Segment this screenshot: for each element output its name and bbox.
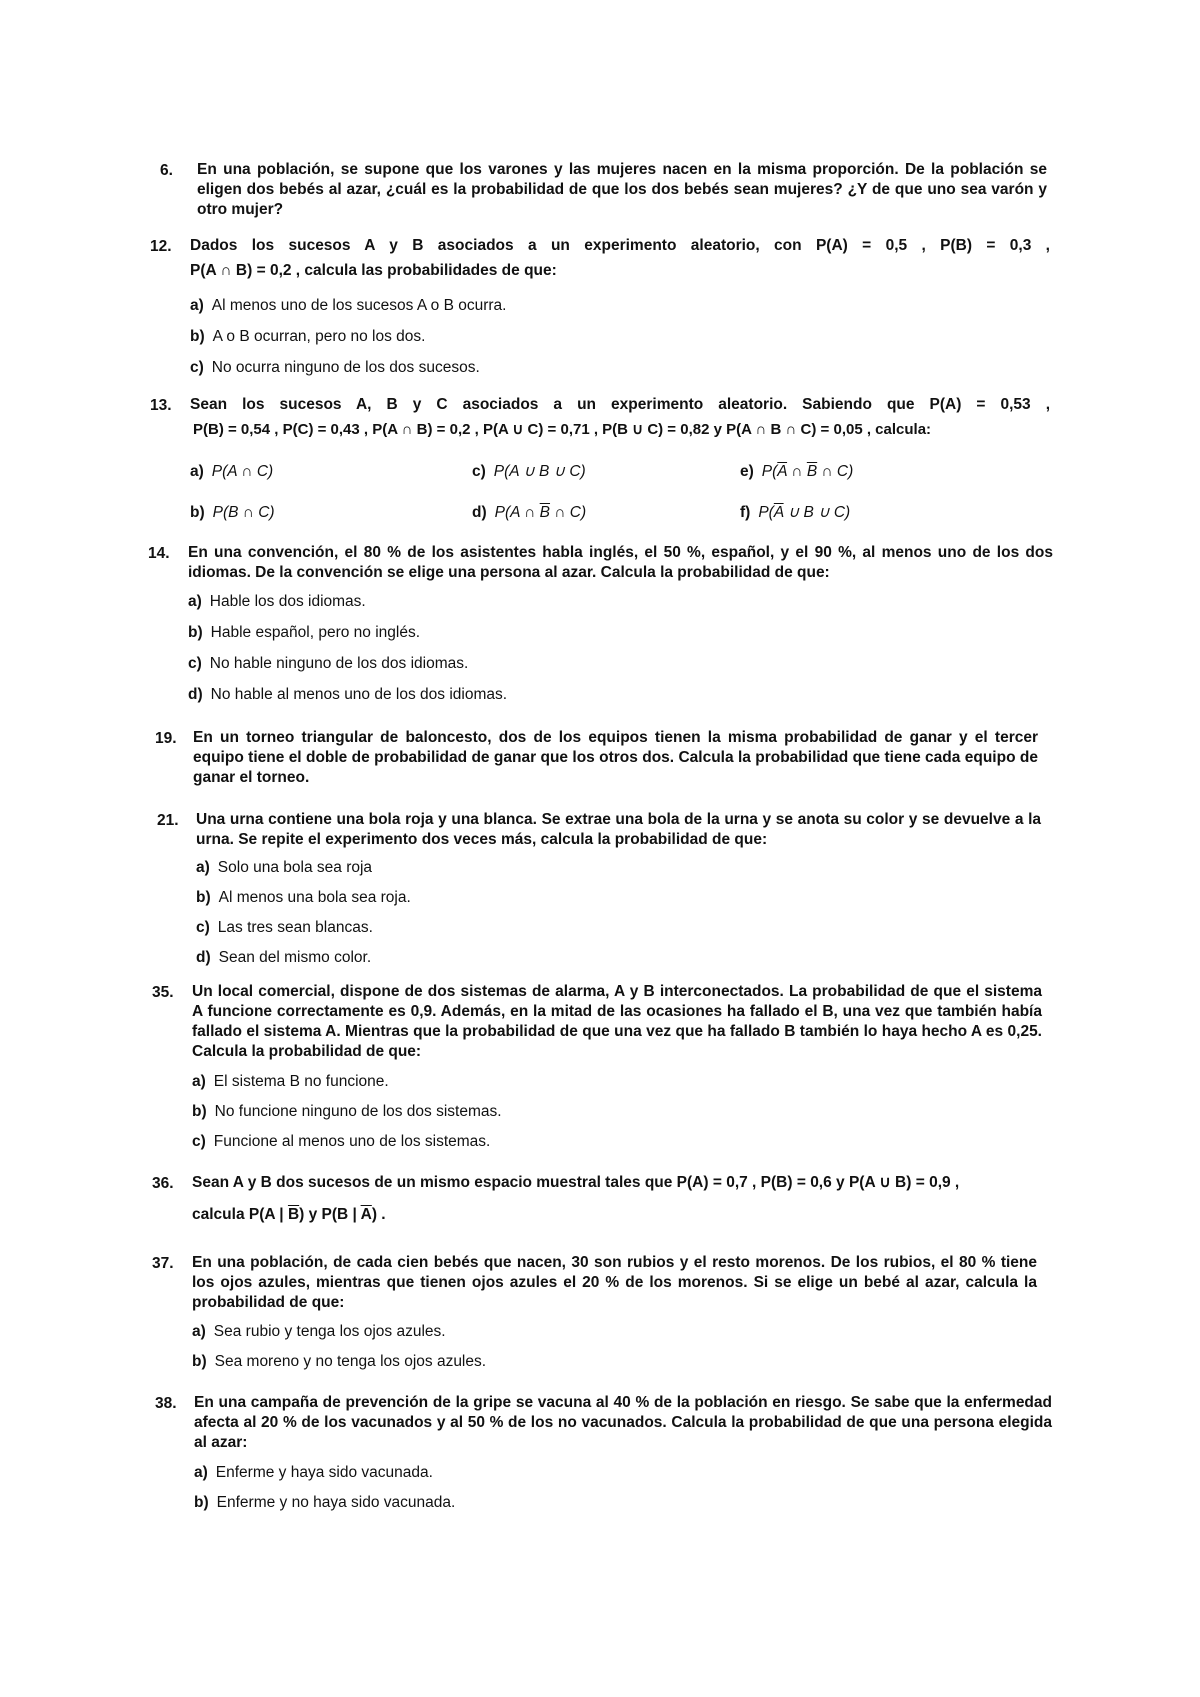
problem-number: 6. <box>160 162 173 179</box>
problem-statement: En una población, se supone que los varones y las mujeres nacen en la misma proporción. De la población se eligen dos bebés al azar, ¿cuál es la probabilidad de que los dos bebés sean mujeres? ¿Y de que uno sea varón y otro mujer? <box>197 161 1047 218</box>
list-item: c) P(A ∪ B ∪ C) <box>472 463 586 480</box>
list-item: c) Funcione al menos uno de los sistemas. <box>192 1133 491 1150</box>
list-item: a) Sea rubio y tenga los ojos azules. <box>192 1323 446 1340</box>
problem-statement: En una población, de cada cien bebés que nacen, 30 son rubios y el resto morenos. De los rubios, el 80 % tiene los ojos azules, mientras que tienen ojos azules el 20 % de los morenos. Si se elige un bebé al azar, calcula la probabilidad de que: <box>192 1254 1037 1311</box>
list-item: b) No funcione ninguno de los dos sistemas. <box>192 1103 502 1120</box>
problem-number: 21. <box>157 812 179 829</box>
problem-statement-line2: P(B) = 0,54 , P(C) = 0,43 , P(A ∩ B) = 0,2 , P(A ∪ C) = 0,71 , P(B ∪ C) = 0,82 y P(A ∩ B ∩ C) = 0,05 , calcula: <box>193 421 932 438</box>
problem-statement: En una convención, el 80 % de los asistentes habla inglés, el 50 %, español, y el 90 %, al menos uno de los dos idiomas. De la convención se elige una persona al azar. Calcula la probabilidad de que: <box>188 544 1053 581</box>
list-item: b) A o B ocurran, pero no los dos. <box>190 328 426 345</box>
problem-number: 35. <box>152 984 174 1001</box>
list-item: a) Enferme y haya sido vacunada. <box>194 1464 433 1481</box>
list-item: d) Sean del mismo color. <box>196 949 372 966</box>
problem-statement-line1: Sean A y B dos sucesos de un mismo espacio muestral tales que P(A) = 0,7 , P(B) = 0,6 y P(A ∪ B) = 0,9 , <box>192 1174 960 1191</box>
list-item: c) No hable ninguno de los dos idiomas. <box>188 655 469 672</box>
problem-statement-line2: calcula P(A | $\overline{B}$) y P(B | $\overline{A}$) . <box>192 1206 386 1223</box>
list-item: b) Al menos una bola sea roja. <box>196 889 411 906</box>
problem-statement-line1: Dados los sucesos A y B asociados a un experimento aleatorio, con P(A) = 0,5 , P(B) = 0,3 , <box>190 237 1050 254</box>
problem-number: 19. <box>155 730 177 747</box>
list-item: a) Hable los dos idiomas. <box>188 593 366 610</box>
problem-number: 14. <box>148 545 170 562</box>
problem-statement-line2: P(A ∩ B) = 0,2 , calcula las probabilidades de que: <box>190 262 557 279</box>
list-item: b) P(B ∩ C) <box>190 504 275 521</box>
problem-statement-line1: Sean los sucesos A, B y C asociados a un experimento aleatorio. Sabiendo que P(A) = 0,53 , <box>190 396 1050 413</box>
list-item: b) Sea moreno y no tenga los ojos azules. <box>192 1353 487 1370</box>
list-item: f) $P(\overline{A}$ ∪ B ∪ C) <box>740 504 851 521</box>
list-item: b) Enferme y no haya sido vacunada. <box>194 1494 456 1511</box>
list-item: c) No ocurra ninguno de los dos sucesos. <box>190 359 480 376</box>
problem-statement: En una campaña de prevención de la gripe se vacuna al 40 % de la población en riesgo. Se sabe que la enfermedad afecta al 20 % de los vacunados y al 50 % de los no vacunados. Calcula la probabilidad de que una persona elegida al azar: <box>194 1394 1052 1451</box>
problem-number: 37. <box>152 1255 174 1272</box>
problem-statement: En un torneo triangular de baloncesto, dos de los equipos tienen la misma probabilidad de ganar y el tercer equipo tiene el doble de probabilidad de ganar que los otros dos. Calcula la probabilidad que tiene cada equipo de ganar el torneo. <box>193 729 1038 786</box>
list-item: c) Las tres sean blancas. <box>196 919 373 936</box>
list-item: a) El sistema B no funcione. <box>192 1073 389 1090</box>
problem-statement: Un local comercial, dispone de dos sistemas de alarma, A y B interconectados. La probabilidad de que el sistema A funcione correctamente es 0,9. Además, en la mitad de las ocasiones ha fallado el B, una vez que también había fallado el sistema A. Mientras que la probabilidad de que una vez que ha fallado B también lo haya hecho A es 0,25. Calcula la probabilidad de que: <box>192 983 1042 1060</box>
problem-number: 38. <box>155 1395 177 1412</box>
list-item: e) $P(\overline{A}$ ∩ $\overline{B}$ ∩ C) <box>740 463 854 480</box>
list-item: d) P(A ∩ $\overline{B}$ ∩ C) <box>472 504 587 521</box>
problem-statement: Una urna contiene una bola roja y una blanca. Se extrae una bola de la urna y se anota su color y se devuelve a la urna. Se repite el experimento dos veces más, calcula la probabilidad de que: <box>196 811 1041 848</box>
list-item: a) Al menos uno de los sucesos A o B ocurra. <box>190 297 507 314</box>
list-item: b) Hable español, pero no inglés. <box>188 624 421 641</box>
list-item: a) P(A ∩ C) <box>190 463 274 480</box>
problem-number: 12. <box>150 238 172 255</box>
list-item: a) Solo una bola sea roja <box>196 859 373 876</box>
problem-number: 36. <box>152 1175 174 1192</box>
list-item: d) No hable al menos uno de los dos idiomas. <box>188 686 508 703</box>
problem-number: 13. <box>150 397 172 414</box>
